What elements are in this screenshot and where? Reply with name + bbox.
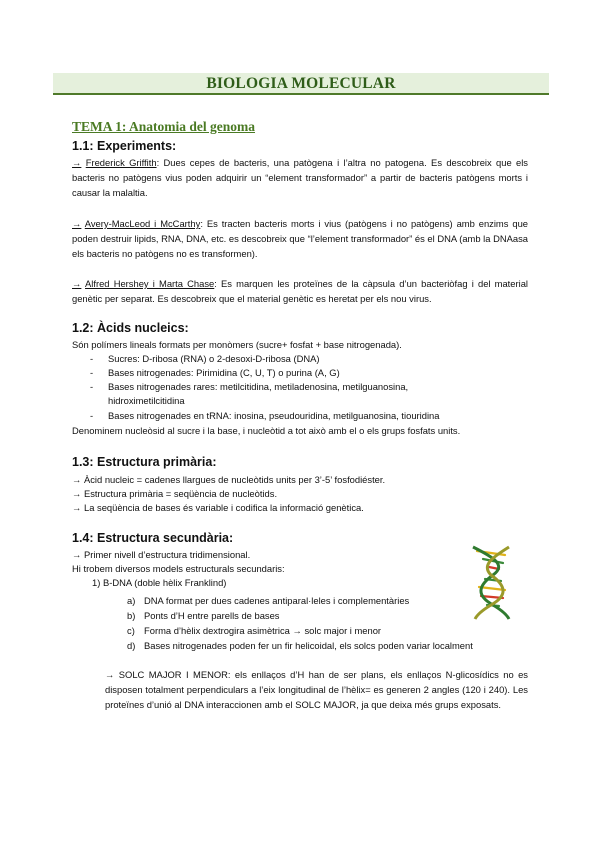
secondary-structure-line: → Primer nivell d’estructura tridimensional.: [72, 549, 251, 560]
dash-bullet: -: [90, 353, 94, 364]
bdna-subitem: d) Bases nitrogenades poden fer un fir helicoidal, els solcs poden variar localment: [127, 640, 473, 651]
section-1-3-heading: 1.3: Estructura primària:: [72, 455, 217, 469]
dash-bullet: -: [90, 367, 94, 378]
section-1-2-heading: 1.2: Àcids nucleics:: [72, 321, 189, 335]
avery-name: Avery-MacLeod i McCarthy: [84, 218, 201, 229]
document-title: BIOLOGIA MOLECULAR: [53, 73, 549, 95]
primary-structure-line: → Estructura primària = seqüència de nucleòtids.: [72, 488, 278, 499]
avery-paragraph: [72, 216, 528, 261]
griffith-name: Frederick Griffith: [85, 157, 157, 168]
bdna-subitem: a) DNA format per dues cadenes antiparal·leles i complementàries: [127, 595, 410, 606]
hershey-text: : Es marquen les proteïnes de la càpsula d’un bacteriòfag i del material genètic per separat. Es descobreix que el material genètic es heretat per els nou virus.: [72, 278, 528, 304]
section-1-4-heading: 1.4: Estructura secundària:: [72, 531, 234, 545]
topic-heading: TEMA 1: Anatomia del genoma: [72, 119, 256, 134]
dna-strand: [475, 547, 509, 619]
solc-paragraph: → SOLC MAJOR I MENOR: els enllaços d’H han de ser plans, els enllaços N-glicosídics no es disposen totalment perpendiculars a l’eix longitudinal de l’hèlix= es generen 2 angles (120 i 240). Les proteïnes d’unió al DNA interaccionen amb el SOLC MAJOR, ja que deixa més grups exposats.: [105, 669, 528, 710]
dash-bullet: -: [90, 410, 94, 421]
arrow-icon: →: [72, 157, 82, 168]
dna-strand: [473, 547, 509, 619]
section-1-1-heading: 1.1: Experiments:: [72, 139, 177, 153]
secondary-structure-line: Hi trobem diversos models estructurals secundaris:: [72, 563, 285, 574]
dna-helix-icon: [463, 543, 521, 621]
bdna-item: 1) B-DNA (doble hèlix Franklind): [92, 577, 227, 588]
bdna-subitem: b) Ponts d’H entre parells de bases: [127, 610, 280, 621]
hershey-paragraph: [72, 276, 528, 306]
arrow-icon: →: [72, 278, 82, 289]
primary-structure-line: → Àcid nucleic = cadenes llargues de nucleòtids units per 3’-5’ fosfodiéster.: [72, 474, 386, 485]
nucleic-acids-intro: Són polímers lineals formats per monòmers (sucre+ fosfat + base nitrogenada).: [72, 339, 402, 350]
griffith-paragraph: [72, 155, 528, 200]
bdna-subitem: c) Forma d’hèlix dextrogira asimètrica → solc major i menor: [127, 625, 382, 636]
hershey-name: Alfred Hershey i Marta Chase: [85, 278, 215, 289]
avery-text: : Es tracten bacteris morts i vius (patògens i no patògens) amb enzims que poden destruir lipids, RNA, DNA, etc. es descobreix que “l’element transformador” és el DNA (amb la DNAasa els bacteris no patògens no es transformen).: [72, 218, 528, 259]
dash-bullet: -: [90, 381, 94, 392]
primary-structure-line: → La seqüència de bases és variable i codifica la informació genètica.: [72, 502, 364, 513]
document-page: BIOLOGIA MOLECULAR TEMA 1: Anatomia del genoma 1.1: Experiments: → Frederick Griffith: Dues cepes de bacteris, una patògena i l’altra no patogena. Es descobreix que els bacteris no patògens vius poden adquirir un “element transformador” a partir de bacteris patògens morts i causar la malaltia. → Avery-MacLeod i McCarthy: Es tracten bacteris morts i vius (patògens i no patògens) amb enzims que poden destruir lipids, RNA, DNA, etc. es descobreix que “l’element transformador” és el DNA (amb la DNAasa els bacteris no patògens no es transformen). → Alfred Hershey i Marta Chase: Es marquen les proteïnes de la càpsula d’un bacteriòfag i del material genètic per separat. Es descobreix que el material genètic es heretat per els nou virus. 1.2: Àcids nucleics: Són polímers lineals formats per monòmers (sucre+ fosfat + base nitrogenada). - Sucres: D-ribosa (RNA) o 2-desoxi-D-ribosa (DNA) - Bases nitrogenades: Pirimidina (C, U, T) o purina (A, G) - Bases nitrogenades rares: metilcitidina, metiladenosina, metilguanosina, hidroximetilcitidina - Bases nitrogenades en tRNA: inosina, pseudouridina, metilguanosina, tiouridina Denominem nucleòsid al sucre i la base, i nucleòtid a tot això amb el o els grups fosfats units. 1.3: Estructura primària: → Àcid nucleic = cadenes llargues de nucleòtids units per 3’-5’ fosfodiéster. → Estructura primària = seqüència de nucleòtids. → La seqüència de bases és variable i codifica la informació genètica. 1.4: Estructura secundària: → Primer nivell d’estructura tridimensional. Hi trobem diversos models estructurals secundaris: 1) B-DNA (doble hèlix Franklind) a) DNA format per dues cadenes antiparal·leles i complementàries b) Ponts d’H entre parells de bases c) Forma d’hèlix dextrogira asimètrica → solc major i menor d) Bases nitrogenades poden fer un fir helicoidal, els solcs poden variar localment → SOLC MAJOR I MENOR: els enllaços d’H han de ser plans, els enllaços N-glicosídics no es disposen totalment perpendiculars a l’eix longitudinal de l’hèlix= es generen 2 angles (120 i 240). Les proteïnes d’unió al DNA interaccionen amb el SOLC MAJOR, ja que deixa més grups exposats.: [0, 0, 600, 848]
nucleoside-definition: Denominem nucleòsid al sucre i la base, i nucleòtid a tot això amb el o els grups fosfats units.: [72, 425, 461, 436]
griffith-text: : Dues cepes de bacteris, una patògena i l’altra no patogena. Es descobreix que els bacteris no patògens vius poden adquirir un “element transformador” a partir de bacteris patògens morts i causar la malaltia.: [72, 157, 528, 198]
arrow-icon: →: [72, 218, 82, 229]
